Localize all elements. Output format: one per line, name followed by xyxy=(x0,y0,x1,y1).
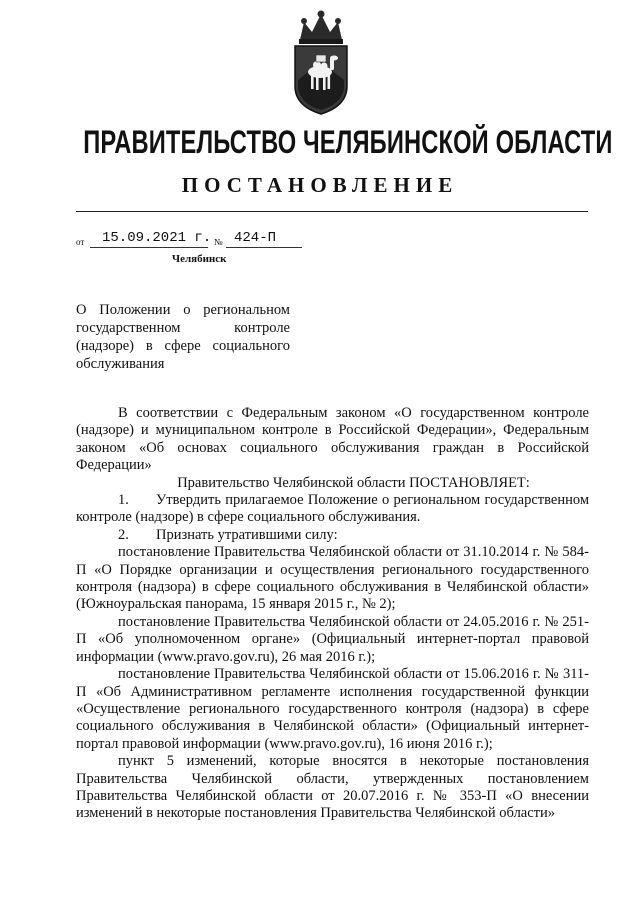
preamble-paragraph: В соответствии с Федеральным законом «О государственном контроле (надзоре) и муниципальном контроле в Российской Федерации», Федеральным законом «Об основах социального обслуживания граждан в Российской Федерации» xyxy=(76,405,589,474)
item-2 xyxy=(76,527,589,544)
number-underline xyxy=(226,247,302,248)
item-1-number: 1. xyxy=(118,492,129,509)
organization-title: ПРАВИТЕЛЬСТВО ЧЕЛЯБИНСКОЙ ОБЛАСТИ xyxy=(83,124,613,160)
repealed-act-4: пункт 5 изменений, которые вносятся в некоторые постановления Правительства Челябинской области, утвержденных постановлением Правительства Челябинской области от 20.07.2016 г. № 353-П «О внесении изменений в некоторые постановления Правительства Челябинской области» xyxy=(76,753,589,822)
item-1 xyxy=(76,492,589,527)
item-1-text: Утвердить прилагаемое Положение о региональном государственном контроле (надзоре) в сфере социального обслуживания. xyxy=(76,492,589,526)
resolves-line: Правительство Челябинской области ПОСТАНОВЛЯЕТ: xyxy=(177,474,530,491)
number-prefix: № xyxy=(214,237,223,247)
item-2-text: Признать утратившими силу: xyxy=(156,526,338,543)
repealed-act-1: постановление Правительства Челябинской области от 31.10.2014 г. № 584-П «О Порядке организации и осуществления регионального государственного контроля (надзора) в сфере социального обслуживания в Челябинской области» (Южноуральская панорама, 15 января 2015 г., № 2); xyxy=(76,544,589,613)
document-type: ПОСТАНОВЛЕНИЕ xyxy=(181,173,459,197)
city: Челябинск xyxy=(172,253,227,265)
document-date: 15.09.2021 г. xyxy=(102,230,212,246)
document-subject: О Положении о региональном государственном контроле (надзоре) в сфере социального обслуживания xyxy=(76,302,290,372)
item-2-number: 2. xyxy=(118,526,129,543)
coat-of-arms-icon xyxy=(290,10,352,116)
repealed-act-2: постановление Правительства Челябинской области от 24.05.2016 г. № 251-П «Об уполномоченном органе» (Официальный интернет-портал правовой информации (www.pravo.gov.ru), 26 мая 2016 г.); xyxy=(76,613,589,665)
date-underline xyxy=(90,247,208,248)
date-prefix: от xyxy=(76,237,85,247)
document-body xyxy=(76,405,589,823)
document-number: 424-П xyxy=(234,230,277,246)
header-divider xyxy=(76,211,588,212)
repealed-act-3: постановление Правительства Челябинской области от 15.06.2016 г. № 311-П «Об Административном регламенте исполнения государственной функции «Осуществление регионального государственного контроля (надзора) в сфере социального обслуживания в Челябинской области» (Официальный интернет-портал правовой информации (www.pravo.gov.ru), 16 июня 2016 г.); xyxy=(76,666,589,752)
